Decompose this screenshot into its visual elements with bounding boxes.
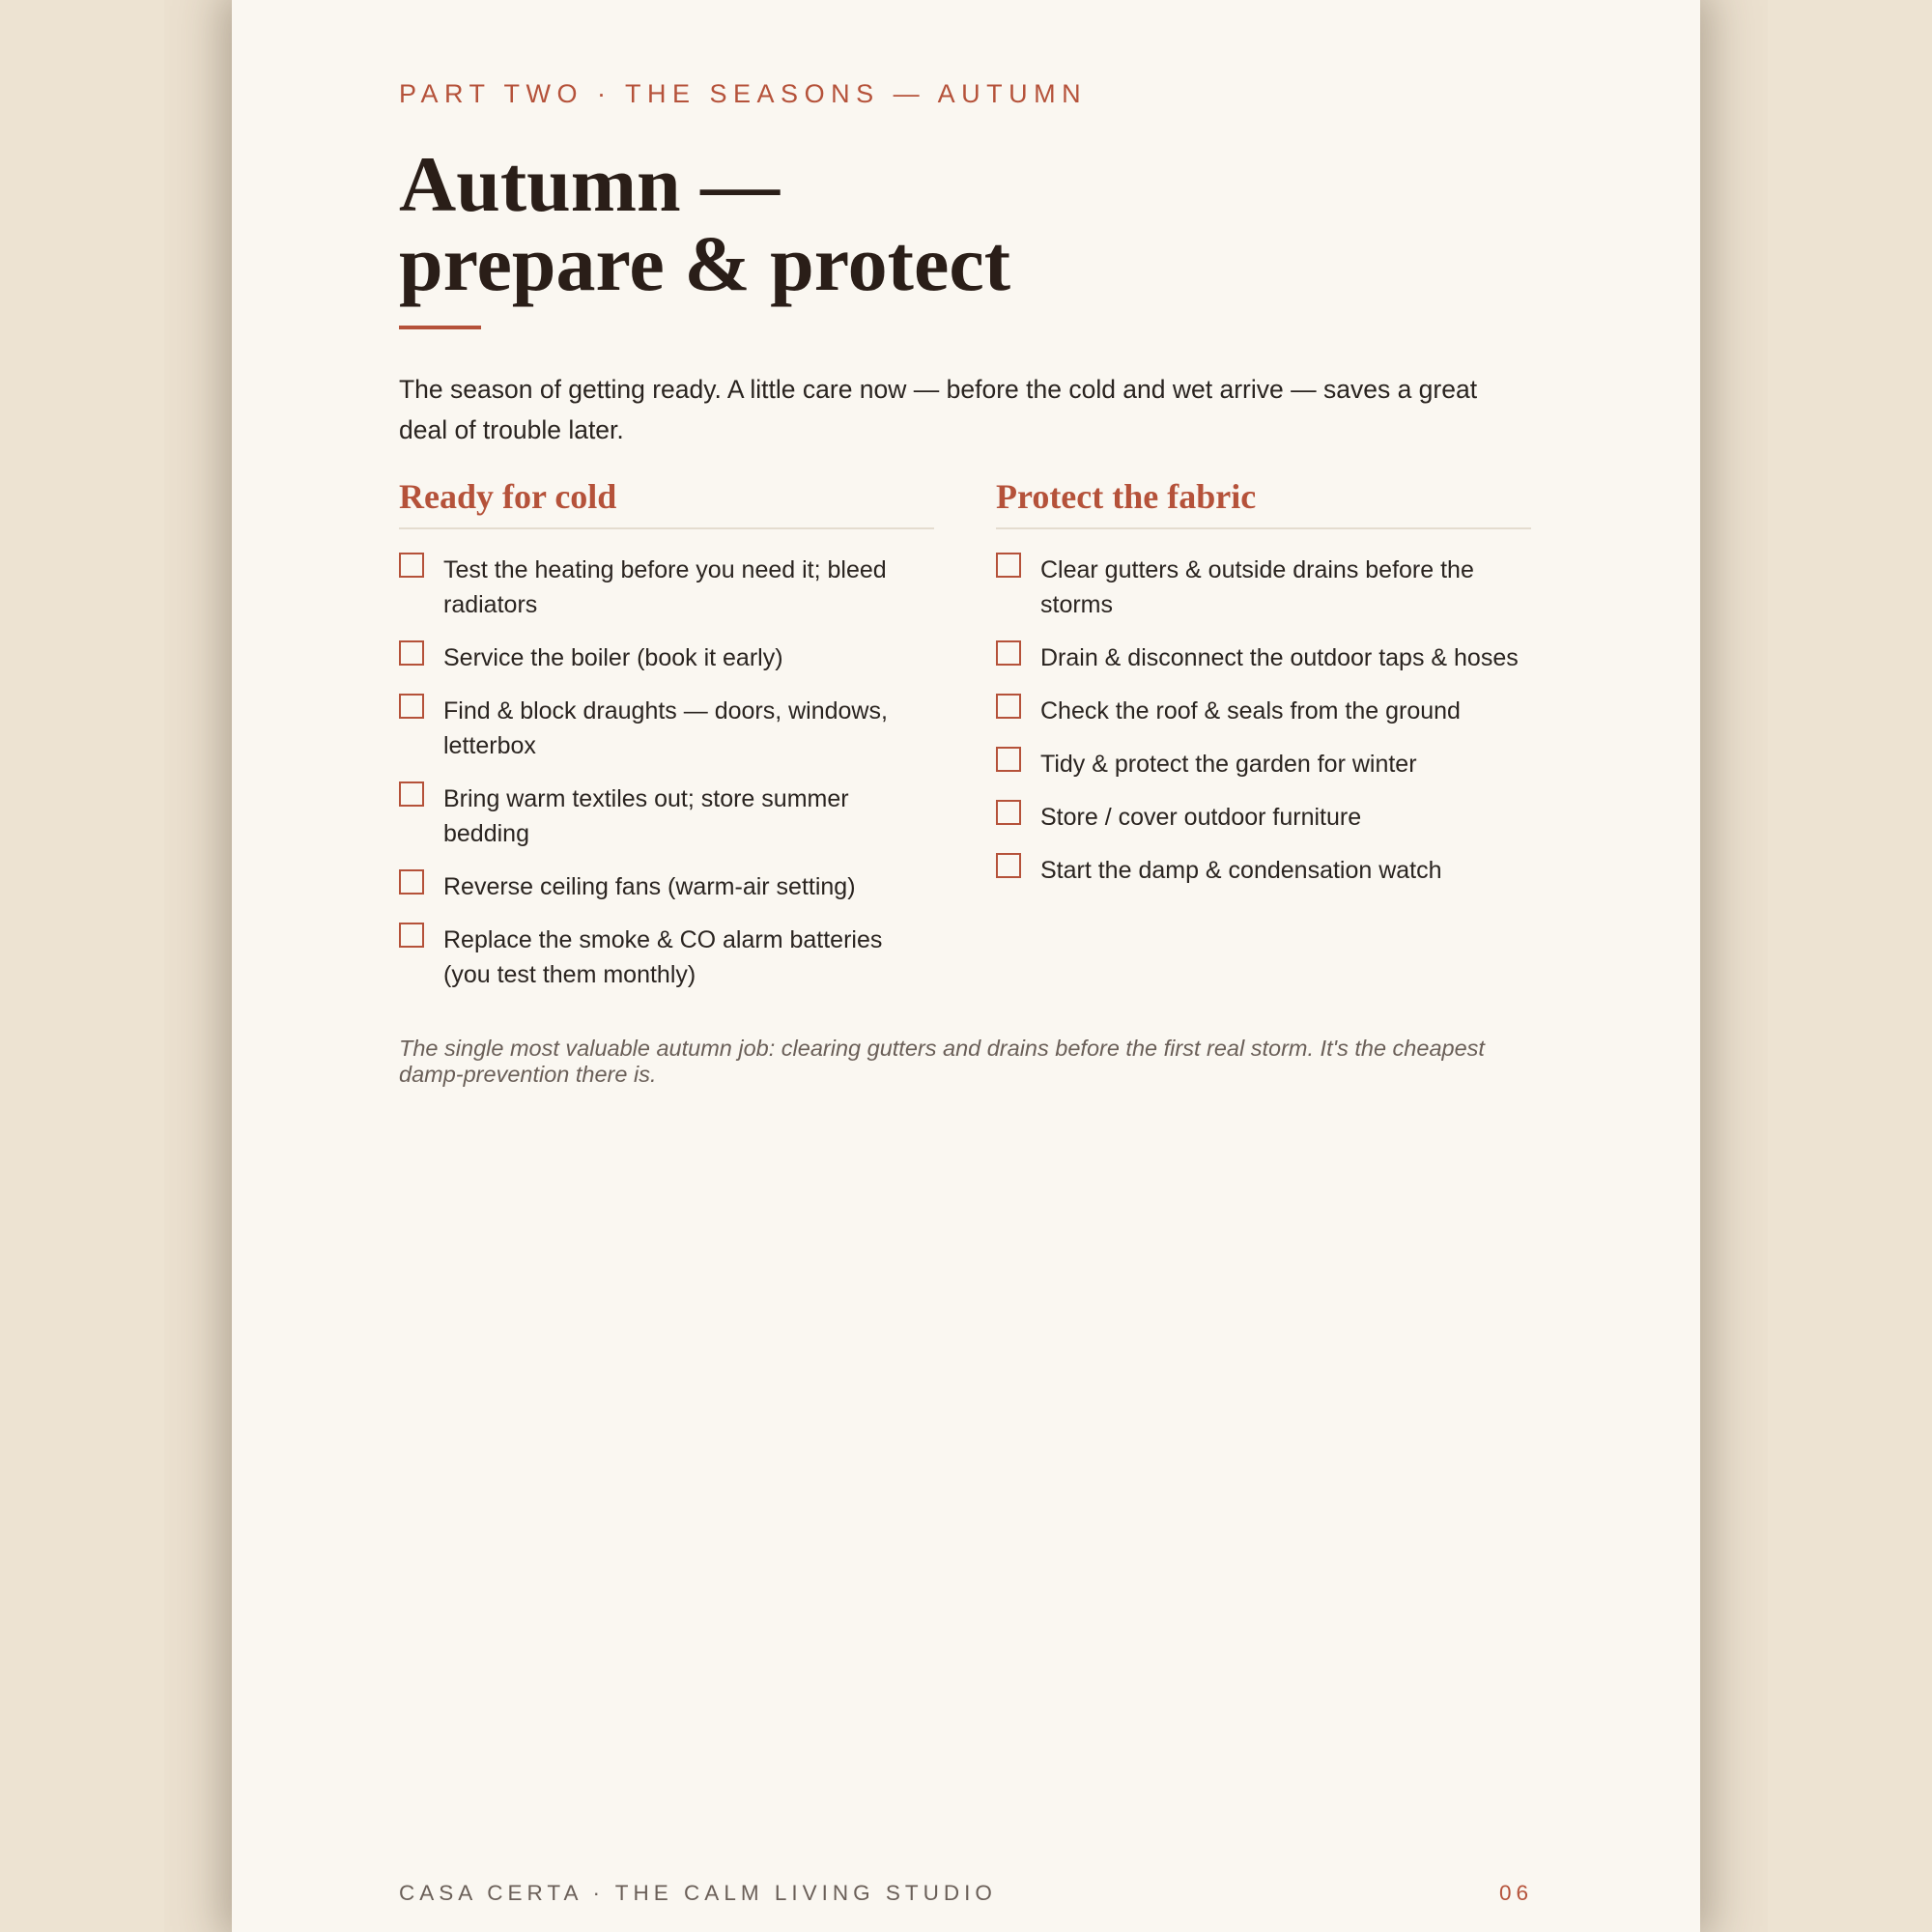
checklist-item [996,800,1531,835]
checklist-column-ready-for-cold [399,475,934,1010]
intro-paragraph: The season of getting ready. A little care now — before the cold and wet arrive — saves a great deal of trouble later. [399,375,1478,444]
page-number: 06 [1498,1881,1533,1905]
checkbox[interactable] [399,781,424,807]
checklist-item [399,781,934,851]
checklist-item-label: Tidy & protect the garden for winter [1040,751,1417,778]
checklist-item [996,853,1531,888]
checkbox[interactable] [399,694,424,719]
checklist-item [996,694,1531,728]
title-accent-rule [399,326,481,329]
checklist-item-label: Clear gutters & outside drains before the storms [1040,556,1474,618]
checklist-item [399,553,934,622]
checklist-item [399,694,934,763]
checklist [996,553,1531,888]
column-heading: Ready for cold [399,475,934,529]
checkbox[interactable] [399,869,424,895]
checklist-item [399,923,934,992]
checkbox[interactable] [996,800,1021,825]
footer-brand: CASA CERTA · THE CALM LIVING STUDIO [399,1881,997,1905]
checkbox[interactable] [399,553,424,578]
checklist-item-label: Start the damp & condensation watch [1040,857,1442,884]
checklist-item [399,869,934,904]
column-heading: Protect the fabric [996,475,1531,529]
checklist-item-label: Bring warm textiles out; store summer bedding [443,785,849,847]
checklist-item-label: Drain & disconnect the outdoor taps & hoses [1040,644,1519,671]
tip-note: The single most valuable autumn job: clearing gutters and drains before the first real storm. It's the cheapest damp-prevention there is. [399,1036,1485,1087]
checklist-item [996,640,1531,675]
checklist-item [996,553,1531,622]
checklist-column-protect-the-fabric [996,475,1531,906]
checklist-item-label: Service the boiler (book it early) [443,644,783,671]
page-title-line-2: prepare & protect [399,219,1011,307]
checkbox[interactable] [996,853,1021,878]
page-title-line-1: Autumn — [399,140,781,228]
checklist-item-label: Check the roof & seals from the ground [1040,697,1461,724]
section-kicker: PART TWO · THE SEASONS — AUTUMN [399,79,1088,108]
checklist-item-label: Find & block draughts — doors, windows, letterbox [443,697,888,759]
checkbox[interactable] [996,640,1021,666]
checkbox[interactable] [996,747,1021,772]
checkbox[interactable] [996,694,1021,719]
checklist [399,553,934,992]
checklist-item-label: Replace the smoke & CO alarm batteries (you test them monthly) [443,926,883,988]
document-page [232,0,1700,1932]
checkbox[interactable] [399,640,424,666]
checklist-item-label: Test the heating before you need it; bleed radiators [443,556,887,618]
page-title [399,140,1011,307]
checkbox[interactable] [399,923,424,948]
checklist-item-label: Reverse ceiling fans (warm-air setting) [443,873,856,900]
checkbox[interactable] [996,553,1021,578]
checklist-item [399,640,934,675]
checklist-item-label: Store / cover outdoor furniture [1040,804,1362,831]
checklist-item [996,747,1531,781]
